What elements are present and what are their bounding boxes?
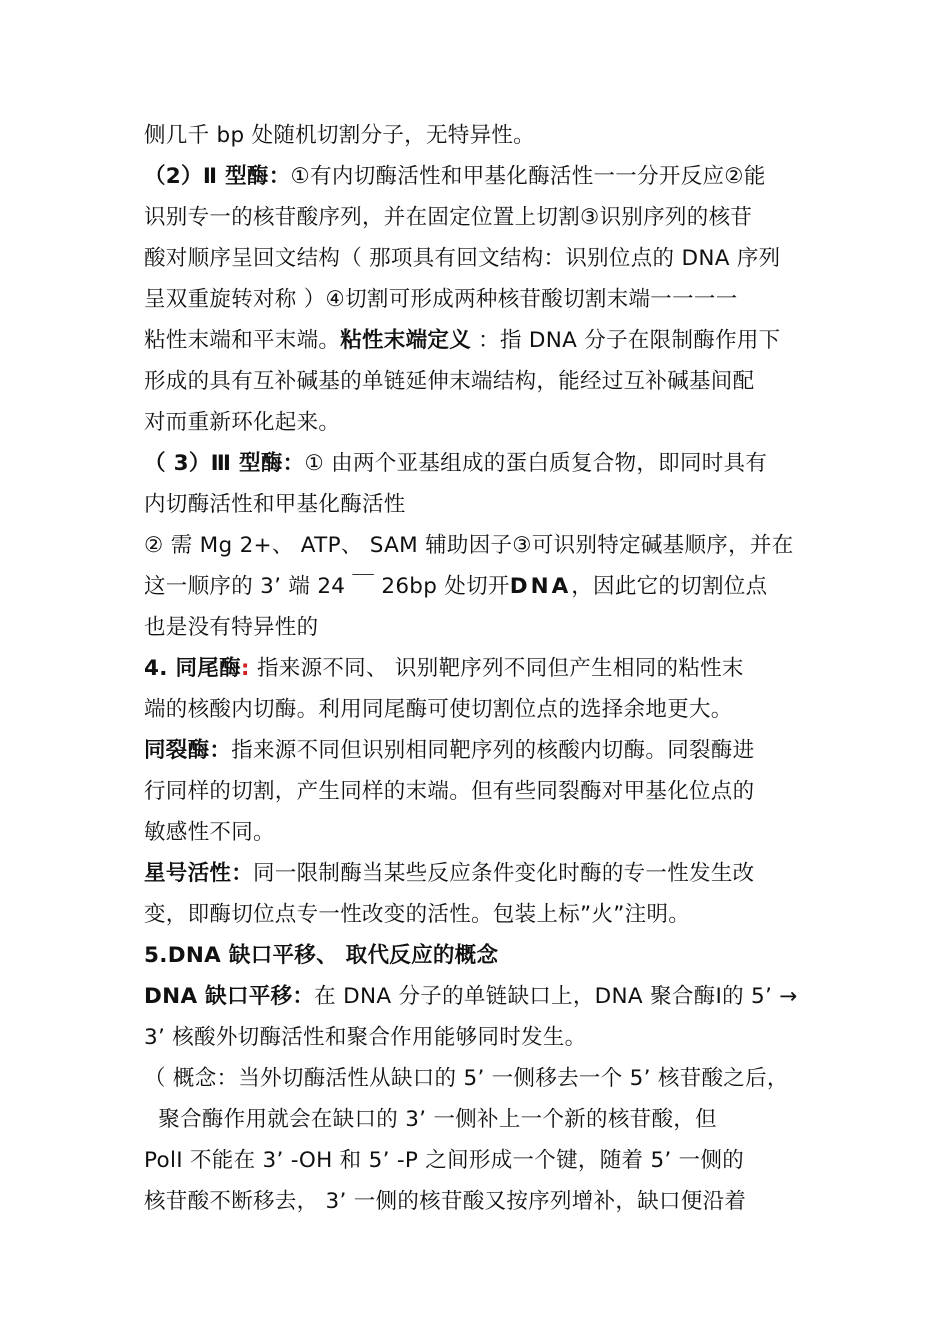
text-line-26: PolⅠ 不能在 3’ -OH 和 5’ -P 之间形成一个键，随着 5’ 一侧的 bbox=[144, 1148, 745, 1173]
text-line-27: 核苷酸不断移去， 3’ 一侧的核苷酸又按序列增补，缺口便沿着 bbox=[144, 1189, 747, 1214]
section-heading-isocaudamer: 4. 同尾酶 bbox=[144, 656, 241, 681]
term-nick-translation: DNA 缺口平移： bbox=[144, 984, 315, 1009]
text-line-21 bbox=[144, 935, 812, 976]
text-line-10: 内切酶活性和甲基化酶活性 bbox=[144, 492, 406, 517]
text-line-23: 3’ 核酸外切酶活性和聚合作用能够同时发生。 bbox=[144, 1025, 587, 1050]
section-heading-type2: （2）Ⅱ 型酶： bbox=[144, 164, 291, 189]
text-line-24: （ 概念：当外切酶活性从缺口的 5’ 一侧移去一个 5’ 核苷酸之后， bbox=[144, 1066, 789, 1091]
text-line-14: 4. 同尾酶: 指来源不同、 识别靶序列不同但产生相同的粘性末 bbox=[144, 656, 744, 681]
text-line-2: （2）Ⅱ 型酶：①有内切酶活性和甲基化酶活性一一分开反应②能 bbox=[144, 164, 766, 189]
text-line-6: 粘性末端和平末端。粘性末端定义 ：指 DNA 分子在限制酶作用下 bbox=[144, 328, 781, 353]
section-heading-type3: （ 3）Ⅲ 型酶： bbox=[144, 451, 305, 476]
term-dna: DNA bbox=[509, 574, 572, 599]
text-line-5: 呈双重旋转对称 ）④切割可形成两种核苷酸切割末端一一一一 bbox=[144, 287, 738, 312]
document-page bbox=[144, 115, 812, 1222]
text-line-13: 也是没有特异性的 bbox=[144, 615, 319, 640]
term-star-activity: 星号活性： bbox=[144, 861, 254, 886]
text-line-20: 变，即酶切位点专一性改变的活性。包装上标”火”注明。 bbox=[144, 902, 691, 927]
text-line-3: 识别专一的核苷酸序列，并在固定位置上切割③识别序列的核苷 bbox=[144, 205, 753, 230]
text-line-19: 星号活性：同一限制酶当某些反应条件变化时酶的专一性发生改 bbox=[144, 861, 755, 886]
section-heading-nick-translation: 5.DNA 缺口平移、 取代反应的概念 bbox=[144, 943, 499, 968]
text-line-8: 对而重新环化起来。 bbox=[144, 410, 341, 435]
text-line-4: 酸对顺序呈回文结构（ 那项具有回文结构：识别位点的 DNA 序列 bbox=[144, 246, 781, 271]
text-line-18: 敏感性不同。 bbox=[144, 820, 275, 845]
red-colon: : bbox=[240, 656, 250, 681]
text-line-11: ② 需 Mg 2+、 ATP、 SAM 辅助因子③可识别特定碱基顺序，并在 bbox=[144, 533, 794, 558]
text-line-12: 这一顺序的 3’ 端 24 ￣ 26bp 处切开DNA，因此它的切割位点 bbox=[144, 574, 768, 599]
text-line-22: DNA 缺口平移：在 DNA 分子的单链缺口上，DNA 聚合酶Ⅰ的 5’ → bbox=[144, 984, 798, 1009]
text-line-15: 端的核酸内切酶。利用同尾酶可使切割位点的选择余地更大。 bbox=[144, 697, 733, 722]
text-line-25: 聚合酶作用就会在缺口的 3’ 一侧补上一个新的核苷酸，但 bbox=[144, 1107, 717, 1132]
text-line-17: 行同样的切割，产生同样的末端。但有些同裂酶对甲基化位点的 bbox=[144, 779, 755, 804]
text-line-9: （ 3）Ⅲ 型酶：① 由两个亚基组成的蛋白质复合物，即同时具有 bbox=[144, 451, 768, 476]
text-line-16: 同裂酶：指来源不同但识别相同靶序列的核酸内切酶。同裂酶进 bbox=[144, 738, 755, 763]
text-line-7: 形成的具有互补碱基的单链延伸末端结构，能经过互补碱基间配 bbox=[144, 369, 755, 394]
term-sticky-end: 粘性末端定义 bbox=[340, 328, 472, 353]
term-isoschizomer: 同裂酶： bbox=[144, 738, 232, 763]
text-line-1: 侧几千 bp 处随机切割分子，无特异性。 bbox=[144, 123, 535, 148]
